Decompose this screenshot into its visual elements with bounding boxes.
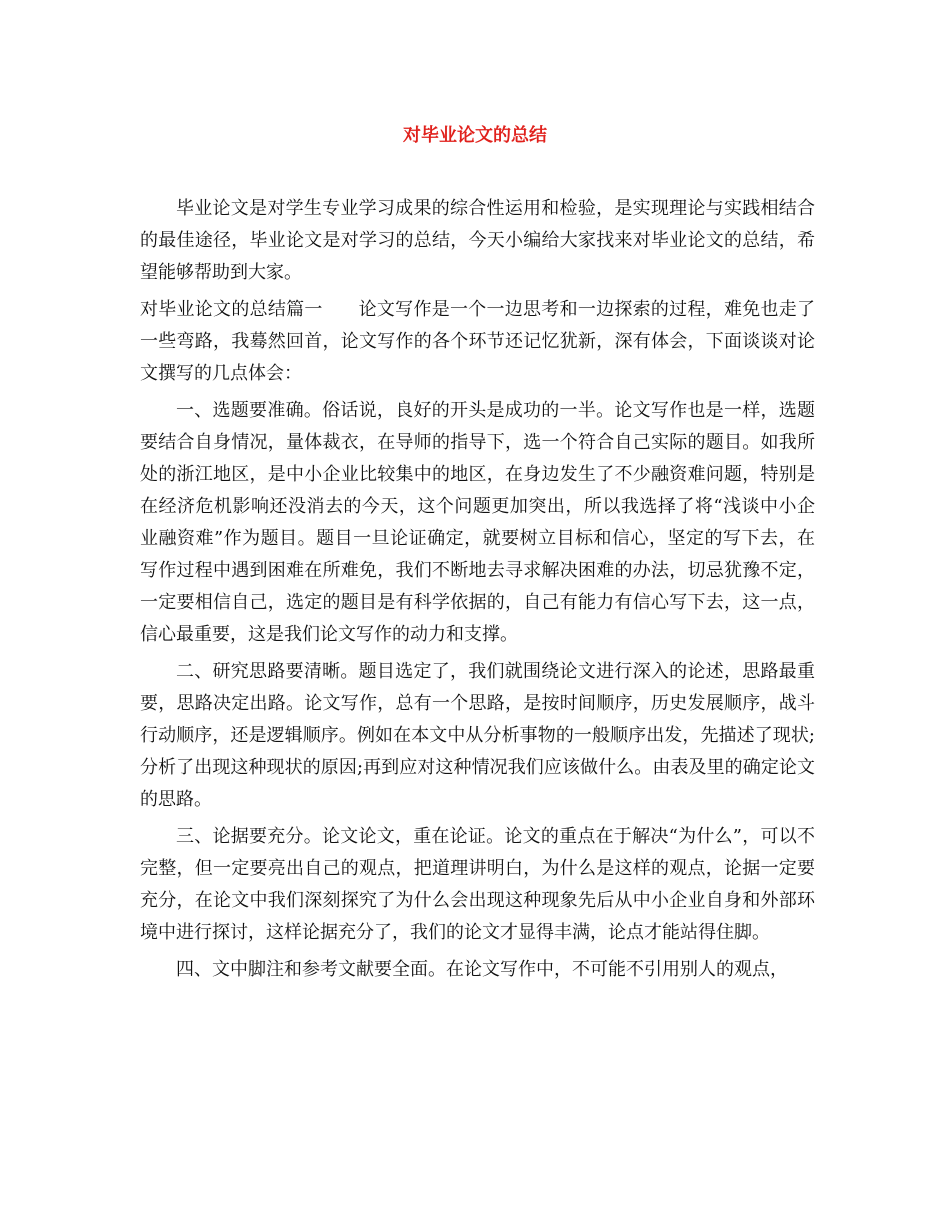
document-title: 对毕业论文的总结 <box>403 125 547 146</box>
point-three-paragraph: 三、论据要充分。论文论文，重在论证。论文的重点在于解决“为什么”，可以不完整，但一定要亮出自己的观点，把道理讲明白，为什么是这样的观点，论据一定要充分，在论文中我们深刻探究了为什么会出现这种现象先后从中小企业自身和外部环境中进行探讨，这样论据充分了，我们的论文才显得丰满，论点才能站得住脚。 <box>140 826 815 943</box>
intro-paragraph: 毕业论文是对学生专业学习成果的综合性运用和检验，是实现理论与实践相结合的最佳途径，毕业论文是对学习的总结，今天小编给大家找来对毕业论文的总结，希望能够帮助到大家。 <box>140 198 815 283</box>
section-heading: 对毕业论文的总结篇一 <box>140 299 323 320</box>
point-one-paragraph: 一、选题要准确。俗话说，良好的开头是成功的一半。论文写作也是一样，选题要结合自身情况，量体裁衣，在导师的指导下，选一个符合自己实际的题目。如我所处的浙江地区，是中小企业比较集中的地区，在身边发生了不少融资难问题，特别是在经济危机影响还没消去的今天，这个问题更加突出，所以我选择了将“浅谈中小企业融资难”作为题目。题目一旦论证确定，就要树立目标和信心，坚定的写下去，在写作过程中遇到困难在所难免，我们不断地去寻求解决困难的办法，切忌犹豫不定，一定要相信自己，选定的题目是有科学依据的，自己有能力有信心写下去，这一点，信心最重要，这是我们论文写作的动力和支撑。 <box>140 400 815 645</box>
point-four-paragraph: 四、文中脚注和参考文献要全面。在论文写作中，不可能不引用别人的观点， <box>176 959 788 980</box>
section-intro-text: 论文写作是一个一边思考和一边探索的过程，难免也走了一些弯路，我蓦然回首，论文写作的各个环节还记忆犹新，深有体会，下面谈谈对论文撰写的几点体会： <box>140 299 816 384</box>
point-two-paragraph: 二、研究思路要清晰。题目选定了，我们就围绕论文进行深入的论述，思路最重要，思路决定出路。论文写作，总有一个思路，是按时间顺序，历史发展顺序，战斗行动顺序，还是逻辑顺序。例如在本文中从分析事物的一般顺序出发，先描述了现状;分析了出现这种现状的原因;再到应对这种情况我们应该做什么。由表及里的确定论文的思路。 <box>140 661 815 810</box>
document-body <box>140 193 815 991</box>
section-one-paragraph <box>140 294 815 390</box>
